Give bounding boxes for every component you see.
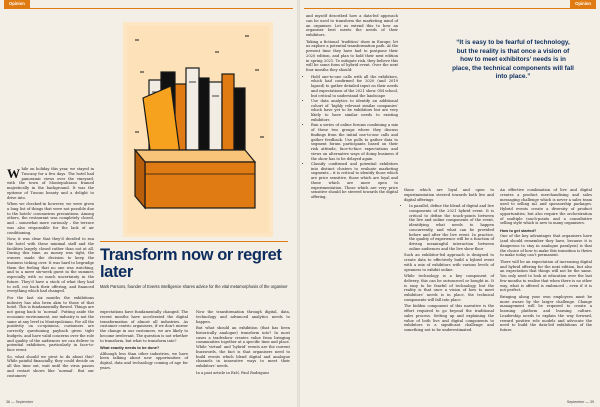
- paragraph: An effective combination of live and digital creates a product merchandising and sales messaging challenge which is never a sales team used to selling m2 and sponsorship packages. Hybrid events create a diversity of product opportunities, but also require the orchestration of multiple touch-points and a consultative selling style which is new to many organisers.: [500, 188, 592, 226]
- article-column-3: [196, 310, 290, 377]
- paragraph: Although less than other industries, we have been talking about new opportunities of digital, data and technology coming of age for years.: [100, 351, 188, 370]
- list-item: • Use data analytics to identify an additional cohort of ‘highly relevant similar companies’ which have yet to be exhibitors but are very likely to have similar needs to existing exhibitors: [311, 99, 398, 123]
- top-rule-left: [4, 8, 293, 9]
- paragraph: So, what should we pivot to do about this? While painful financially, they could decide on all this time out, wait until the virus passes and restart shows like ‘normal’. But our customers’: [7, 354, 94, 378]
- folio-left: 36 — September: [6, 400, 34, 404]
- headline-block: [100, 241, 288, 289]
- subheading: What exactly needs to be done?: [100, 344, 160, 350]
- action-list: [404, 204, 494, 252]
- drop-cap: W: [7, 165, 20, 181]
- list-item: • Hold one-to-one calls with all the exhibitors, which had confirmed for 2020 (and 2019 lapsed) to gather detailed input on their needs and expectations of the 2021 show. Old school, but critical to understand the landscape: [311, 75, 398, 99]
- article-column-2: [100, 310, 188, 372]
- paragraph: One of the key advantages that organisers have (and should remember they have, because it is dangerous to stay in analogue paralysis) is that the choice of how to make this transition is theirs to make today can’t permanent.: [500, 234, 592, 258]
- article-title: Transform now or regret later: [100, 246, 282, 281]
- folio-right: September — 39: [566, 400, 594, 404]
- books-box-icon: [95, 12, 285, 242]
- page-gutter: [297, 0, 300, 407]
- paragraph: Now the transformation through digital, data, technology and advanced analytics needs to happen.: [196, 310, 290, 324]
- article-column-1: [7, 167, 94, 380]
- paragraph: and myself described how a data-led approach can be used to transform the marketing mind of an organiser. Let us extend this to how an organiser best meets the needs of their exhibitors.: [306, 14, 398, 37]
- paragraph: those which are loyal and open to experimentation steered towards both live and digital offerings: [404, 188, 494, 202]
- paragraph: Bringing along your own employees must be more aware by the larger challenge. Change management will be required to create a learning platform and learning culture. Leadership needs to explain the way forward, reward positive role models and advocate the need to build the data-led exhibitions of the future.: [500, 294, 592, 333]
- paragraph: In a past article in ExN, Paul Rodriguez: [196, 370, 269, 375]
- action-list: [306, 75, 398, 200]
- paragraph: When we checked-in however, we were given a long list of things that were not possible due to the hotels’ coronavirus precautions. Among others, the restaurant was completely closed, and – somewhat more curiously – the terrace was also responsible for the lack of air conditioning.: [7, 202, 94, 235]
- pull-quote: “It is easy to be fearful of technology, but the reality is that once a vision of how to meet exhibitors’ needs is in place, the technical components will fall into place.”: [452, 39, 574, 81]
- article-column-5: [404, 188, 494, 335]
- list-item: • Classify confirmed and potential exhibitors into distinct clusters to evaluate marketing segments – it is critical to identify those which are price sensitive, those which are loyal and those which are more open to experimentation. Those which are very price sensitive should be steered towards the digital offering,: [311, 162, 398, 200]
- paragraph: Now, it was clear that they’d decided to run the hotel with these minimal staff and the facilities largely closed rather than not at all. During this time, as money was tight, the owners made the decision to keep the business ticking over. It was hard to begrudge them the feeling that no one was watching, and to a mere six-week guest in the summer, especially with so much uncertainty in the future. They’d have a stock of what they had to sell, cut back their offering, and financed everything which had changed.: [7, 237, 94, 294]
- paragraph: The hidden component of this narrative is the effort required to go beyond the traditional sales process. Setting up and explaining the value of both live and digital components to exhibitors is a significant challenge and something not to be underestimated.: [404, 304, 494, 333]
- list-item: • In parallel, define the blend of digital and live components of the 2021 hybrid event. It is critical to define the touch-points between the live and online components of the event, identifying what needs to happen concurrently, and what can be provided before and after the live event. In practice, the quality of experience will be a function of driving meaningful interaction between online audiences and the live show floor: [409, 204, 494, 252]
- list-item: • Run a series of online forums combining a mix of these two groups where they discuss findings from the initial one-to-one calls and gather feedback. Use polls to gather data to segment forum participants based on their risk attitude, face-to-face expectations and views on alternative ways of doing business if the show has to be delayed again: [311, 123, 398, 161]
- section-label-right: Opinion: [570, 0, 596, 8]
- paragraph: While technology is a key component of delivery, this can be outsourced or bought in. It is easy to be fearful of technology, but the reality is that once a vision of how to meet exhibitors’ needs is in place, the technical components will fall into place.: [404, 274, 494, 302]
- paragraph: But what should an exhibition (that has been historically analogue) transform into? In most cases a tradeshow creates value from bringing communities together at a specific time and place. While ‘virtual’ and ‘hybrid’ events are the current buzzwords, the fact is that organisers need to build events which blend digital and analogue channels in innovative ways to meet their exhibitors’ needs.: [196, 326, 290, 369]
- paragraph: For the last six months the exhibitions industry has also been akin to those of that hotel. This is fundamentally flawed. Things are not going back to ‘normal’. Putting aside the economic environment, our industry is not the same at any level in Montepulciano. For all the positivity on co-opinions, customers are correctly questioning payback given tight budgets, and have valid concerns over the role and quality of the audiences we can deliver to potential exhibitors, particularly in face-to-face event.: [7, 295, 94, 353]
- paragraph: hile on holiday this year, we stayed in Tuscany for a few days. The hotel had panoramic views over the vineyard, with the town of Montepulciano framed majestically in the background. It was the epitome of Tuscan beauty and a delight to drive into.: [7, 167, 94, 200]
- subheading: How to get started?: [500, 227, 537, 233]
- article-column-6: [500, 188, 592, 335]
- paragraph: expectations have fundamentally changed. The recent months have accelerated the digital transformation of almost all industries. As customer centric organisers, if we don’t mirror the change in our customers, we are likely to become irrelevant. The question is not whether to transform, but what to transform into?: [100, 310, 188, 343]
- paragraph: Taking a fictional ‘tradition’ show in Europe, let us explore a potential transformation path. At the present time they have had to postpone their 2020 edition, and plan to hold their next edition in spring 2021. To mitigate risk, they believe this will be some form of hybrid event. Over the next four months they should:: [306, 39, 398, 73]
- paragraph: There will be an expectation of increasing digital and hybrid offering for the next edition, but also an expectation that things will not be the same. You only need to look at education over the last few months to realise that when there is no other way, what is offered is embraced – even if it is not perfect.: [500, 259, 592, 293]
- section-label-left: Opinion: [4, 0, 30, 8]
- article-byline: Mark Parsons, founder of Events Intelligence shares advice for the vital metamorphosis of the organiser: [100, 284, 288, 289]
- article-column-4: [306, 14, 398, 202]
- paragraph: Such an exhibitor-led approach is designed to create data to effectively build a hybrid event with a mix of exhibitors with various levels of openness to exhibit online.: [404, 253, 494, 272]
- top-rule-right: [304, 8, 596, 9]
